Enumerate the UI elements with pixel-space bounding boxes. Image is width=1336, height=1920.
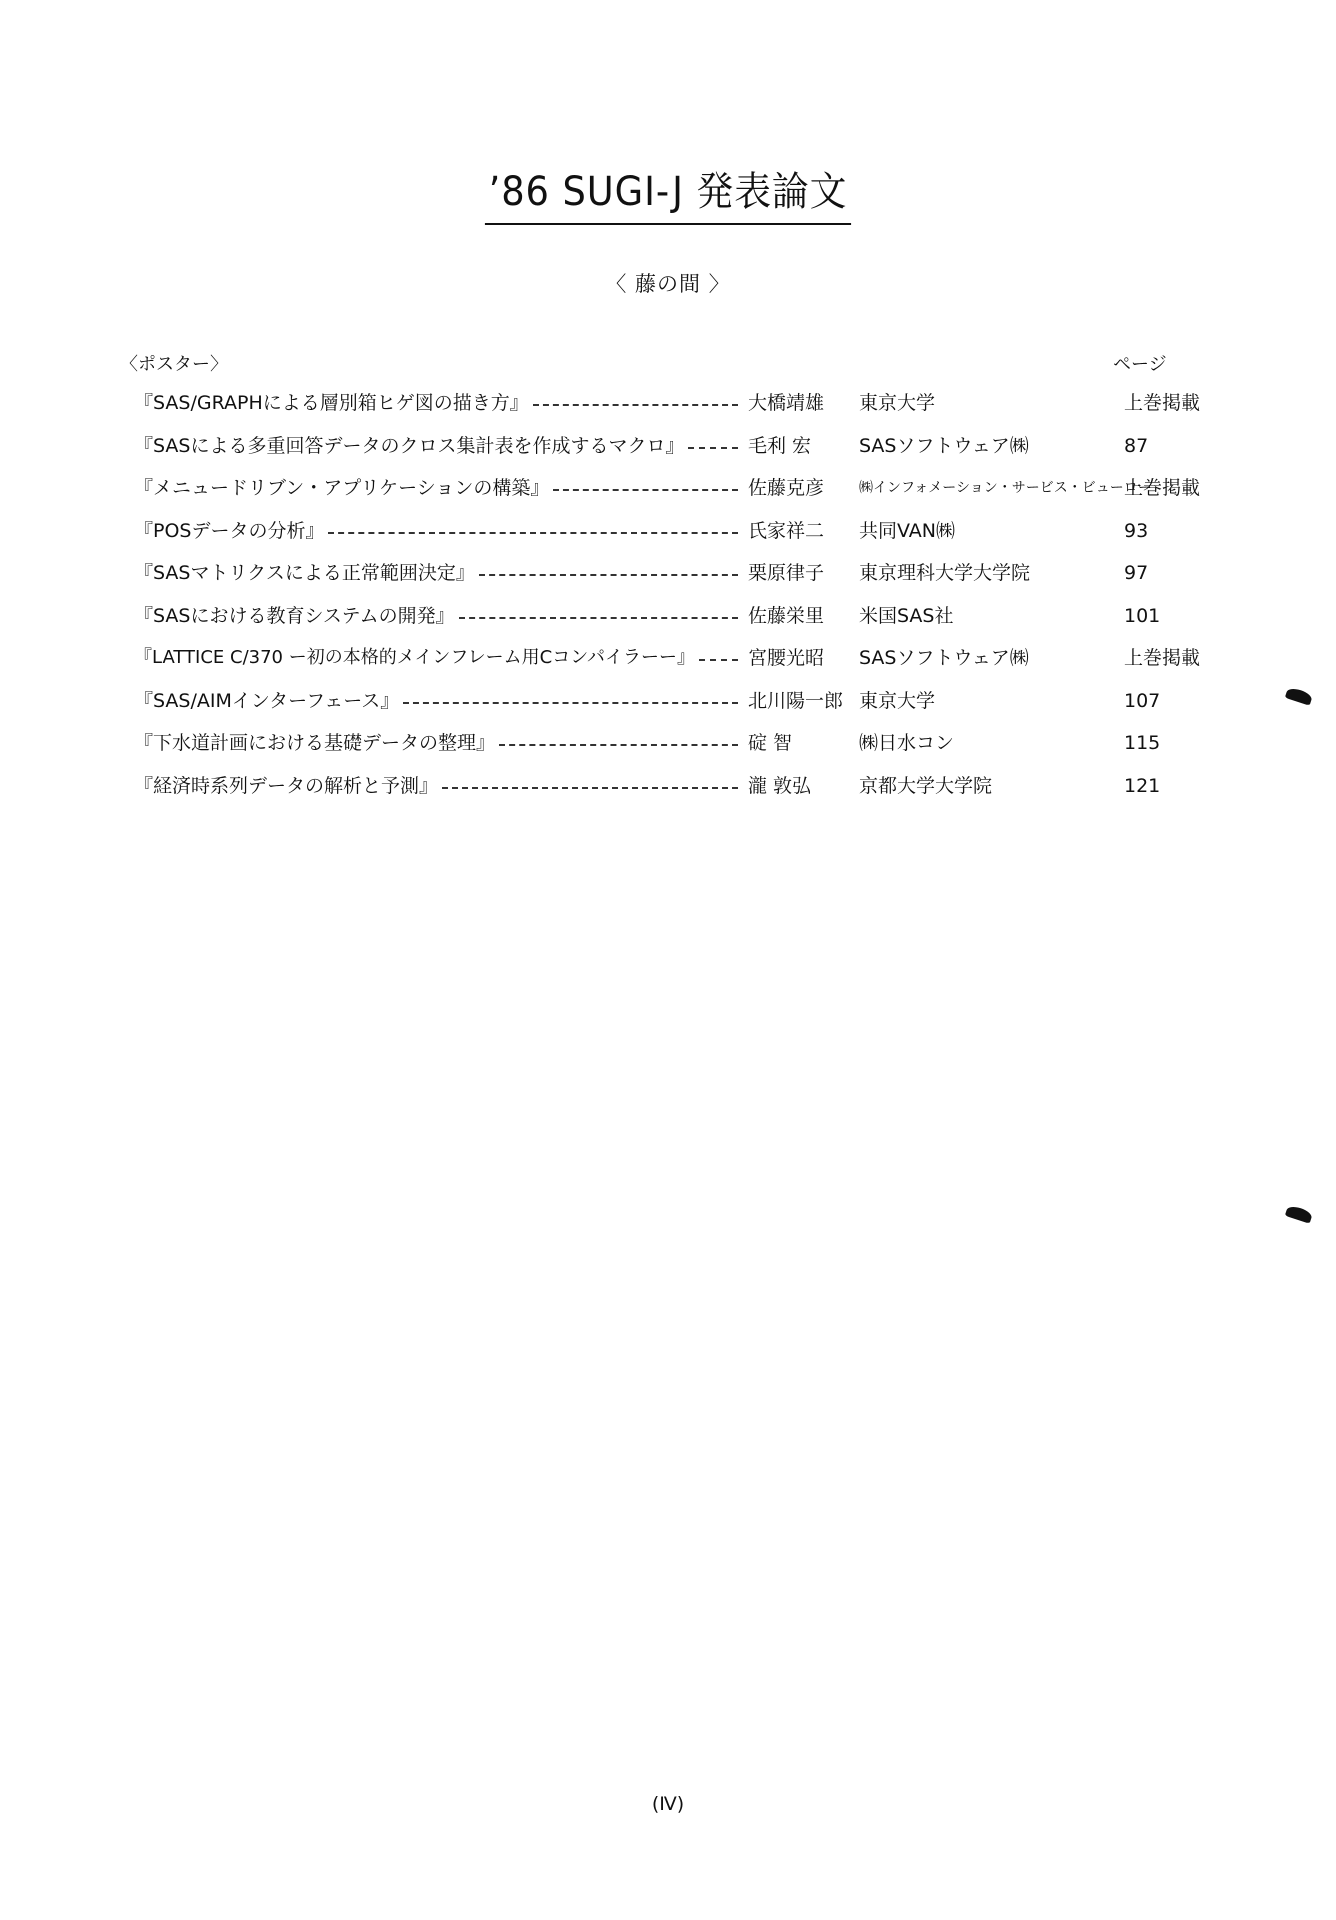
entry-affiliation: 京都大学大学院 (859, 774, 993, 797)
entry-title: 『SAS/AIMインターフェース』 (134, 689, 400, 712)
entry-author: 瀧 敦弘 (748, 774, 812, 797)
entry-title: 『SASによる多重回答データのクロス集計表を作成するマクロ』 (134, 434, 685, 457)
entry-page: 101 (1124, 604, 1161, 627)
entry-affiliation: 共同VAN㈱ (859, 519, 955, 542)
list-item (0, 728, 1336, 771)
entry-page: 97 (1124, 562, 1149, 584)
entry-affiliation: 米国SAS社 (859, 604, 954, 627)
entry-author: 碇 智 (748, 732, 793, 754)
list-item (0, 516, 1336, 559)
entry-title-cell (134, 771, 738, 801)
entry-list (0, 388, 1336, 813)
dot-leader (699, 659, 738, 661)
entry-title: 『LATTICE C/370 ー初の本格的メインフレーム用Cコンパイラーー』 (134, 647, 695, 668)
entry-title-cell (134, 473, 738, 503)
entry-title-cell (134, 601, 738, 631)
entry-page: 93 (1124, 519, 1149, 542)
entry-title: 『SAS/GRAPHによる層別箱ヒゲ図の描き方』 (134, 392, 529, 414)
entry-affiliation: 東京大学 (859, 689, 936, 712)
list-item (0, 771, 1336, 814)
entry-page: 上巻掲載 (1124, 647, 1201, 669)
entry-page: 上巻掲載 (1124, 392, 1201, 414)
entry-title-cell (134, 516, 738, 546)
entry-page: 115 (1124, 732, 1161, 754)
entry-affiliation: SASソフトウェア㈱ (859, 434, 1029, 457)
dot-leader (479, 574, 738, 576)
page-title-text: ’86 SUGI-J 発表論文 (485, 160, 851, 225)
list-item (0, 473, 1336, 516)
entry-page: 107 (1124, 689, 1161, 712)
entry-affiliation: SASソフトウェア㈱ (859, 647, 1029, 669)
entry-title: 『下水道計画における基礎データの整理』 (134, 732, 496, 754)
entry-title-cell (134, 431, 738, 461)
entry-author: 佐藤栄里 (748, 604, 825, 627)
list-item (0, 431, 1336, 474)
entry-title-cell (134, 558, 738, 588)
entry-page: 121 (1124, 774, 1161, 797)
entry-title-cell (134, 728, 738, 758)
dot-leader (328, 532, 738, 534)
entry-title-cell (134, 686, 738, 716)
entry-title-cell (134, 643, 738, 673)
list-item (0, 686, 1336, 729)
entry-affiliation: 東京大学 (859, 392, 936, 414)
entry-page: 87 (1124, 434, 1149, 457)
section-heading: 〈 藤の間 〉 (605, 272, 731, 296)
list-item (0, 388, 1336, 431)
entry-author: 宮腰光昭 (748, 647, 825, 669)
dot-leader (403, 702, 738, 704)
entry-title: 『SASマトリクスによる正常範囲決定』 (134, 562, 475, 584)
entry-author: 氏家祥二 (748, 519, 825, 542)
list-item (0, 558, 1336, 601)
dot-leader (499, 744, 738, 746)
entry-affiliation: 東京理科大学大学院 (859, 562, 1031, 584)
entry-title: 『POSデータの分析』 (134, 519, 325, 542)
entry-author: 毛利 宏 (748, 434, 812, 457)
entry-author: 北川陽一郎 (748, 689, 844, 712)
page-title (0, 160, 1336, 225)
page-column-label: ページ (1113, 354, 1167, 375)
dot-leader (442, 787, 738, 789)
entry-title: 『メニュードリブン・アプリケーションの構築』 (134, 477, 550, 499)
entry-author: 佐藤克彦 (748, 477, 825, 499)
list-item (0, 601, 1336, 644)
list-item (0, 643, 1336, 686)
entry-affiliation: ㈱インフォメーション・サービス・ビューロー (859, 480, 1152, 496)
entry-affiliation: ㈱日水コン (859, 732, 955, 754)
binding-hole-mark (1285, 1204, 1313, 1223)
dot-leader (533, 404, 738, 406)
entry-page: 上巻掲載 (1124, 477, 1201, 499)
dot-leader (459, 617, 738, 619)
dot-leader (688, 447, 738, 449)
entry-title-cell (134, 388, 738, 418)
page-number: (Ⅳ) (651, 1793, 685, 1815)
poster-label: 〈ポスター〉 (120, 354, 228, 375)
dot-leader (553, 489, 738, 491)
entry-title: 『SASにおける教育システムの開発』 (134, 604, 455, 627)
entry-author: 大橋靖雄 (748, 392, 825, 414)
entry-title: 『経済時系列データの解析と予測』 (134, 774, 439, 797)
entry-author: 栗原律子 (748, 562, 825, 584)
